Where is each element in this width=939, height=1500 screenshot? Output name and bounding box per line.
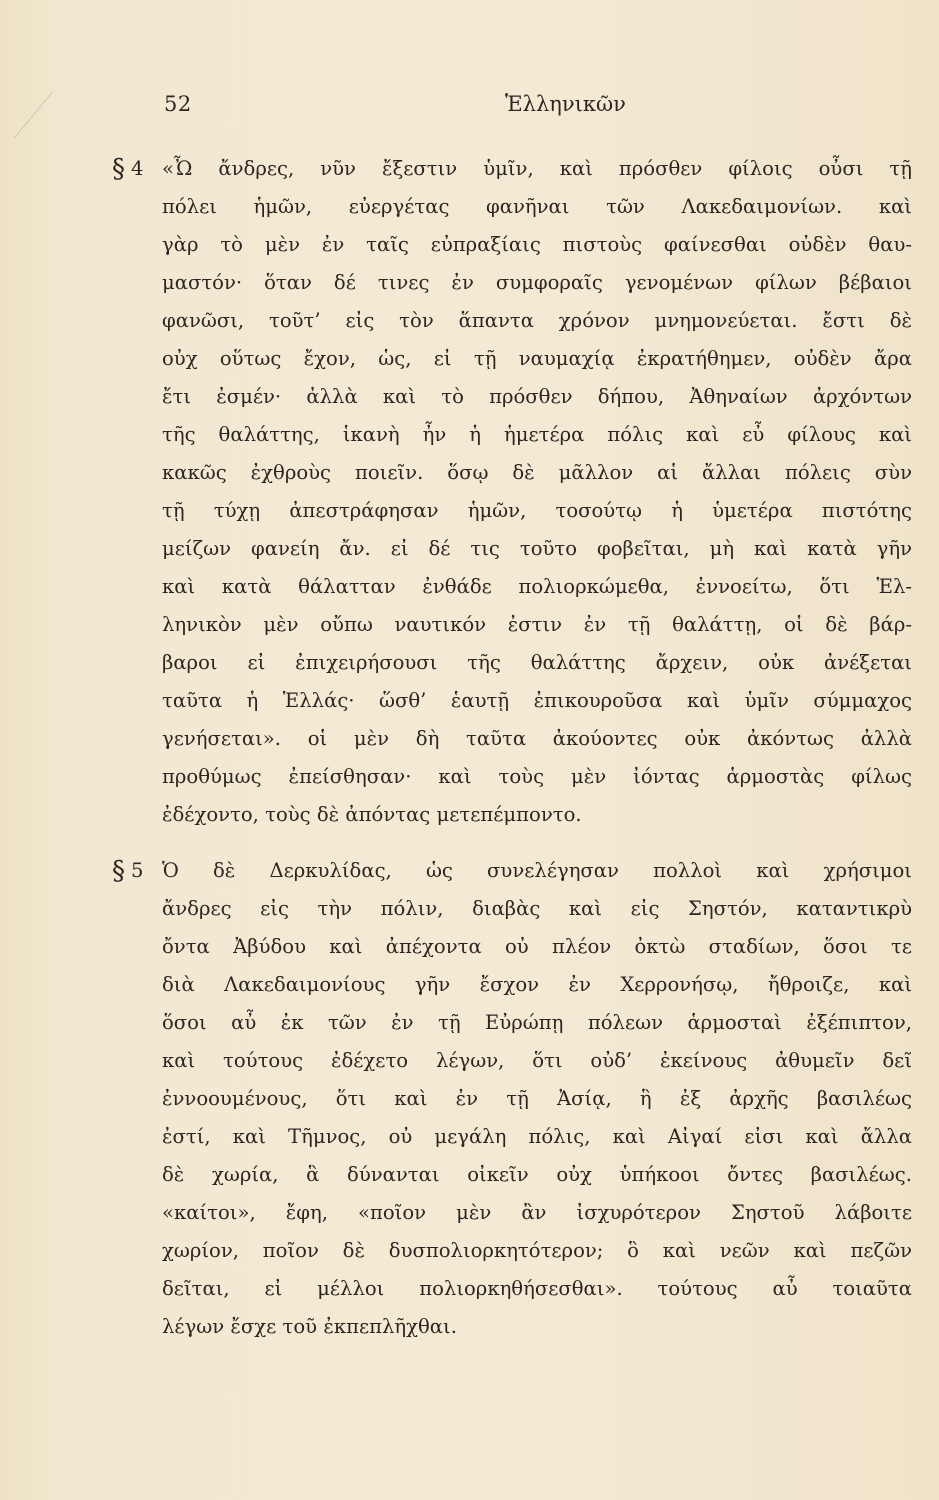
text-line: λέγων ἔσχε τοῦ ἐκπεπλῆχθαι. (162, 1315, 457, 1338)
section-number: 5 (131, 859, 144, 882)
text-line: δεῖται, εἰ μέλλοι πολιορκηθήσεσθαι». τούτους αὖ τοιαῦτα (162, 1277, 912, 1300)
text-line: γενήσεται». οἱ μὲν δὴ ταῦτα ἀκούοντες οὐκ ἀκόντως ἀλλὰ (162, 727, 912, 750)
text-line: καὶ τούτους ἐδέχετο λέγων, ὅτι οὐδ’ ἐκείνους ἀθυμεῖν δεῖ (162, 1049, 912, 1072)
text-line: καὶ κατὰ θάλατταν ἐνθάδε πολιορκώμεθα, ἐννοείτω, ὅτι Ἑλ- (162, 575, 912, 598)
text-line: φανῶσι, τοῦτ’ εἰς τὸν ἅπαντα χρόνον μνημονεύεται. ἔστι δὲ (162, 309, 912, 332)
page-number: 52 (164, 92, 192, 116)
section-5-marker (112, 852, 143, 890)
text-line: ὅσοι αὖ ἐκ τῶν ἐν τῇ Εὐρώπῃ πόλεων ἁρμοσταὶ ἐξέπιπτον, (162, 1011, 912, 1034)
running-title: Ἑλληνικῶν (505, 92, 626, 116)
section-4-paragraph (112, 150, 912, 834)
text-line: χωρίον, ποῖον δὲ δυσπολιορκητότερον; ὃ καὶ νεῶν καὶ πεζῶν (162, 1239, 912, 1262)
text-line: κακῶς ἐχθροὺς ποιεῖν. ὅσῳ δὲ μᾶλλον αἱ ἄλλαι πόλεις σὺν (162, 461, 912, 484)
text-line: «Ὦ ἄνδρες, νῦν ἔξεστιν ὑμῖν, καὶ πρόσθεν φίλοις οὖσι τῇ (162, 157, 912, 180)
text-line: ὄντα Ἀβύδου καὶ ἀπέχοντα οὐ πλέον ὀκτὼ σταδίων, ὅσοι τε (162, 935, 912, 958)
page-header (0, 92, 939, 122)
text-line: ἐστί, καὶ Τῆμνος, οὐ μεγάλη πόλις, καὶ Αἰγαί εἰσι καὶ ἄλλα (162, 1125, 912, 1148)
text-line: ἔτι ἐσμέν· ἀλλὰ καὶ τὸ πρόσθεν δήπου, Ἀθηναίων ἀρχόντων (162, 385, 912, 408)
text-line: γὰρ τὸ μὲν ἐν ταῖς εὐπραξίαις πιστοὺς φαίνεσθαι οὐδὲν θαυ- (162, 233, 912, 256)
text-line: ἄνδρες εἰς τὴν πόλιν, διαβὰς καὶ εἰς Σηστόν, καταντικρὺ (162, 897, 912, 920)
section-4-marker (112, 150, 143, 188)
text-line: ληνικὸν μὲν οὔπω ναυτικόν ἐστιν ἐν τῇ θαλάττῃ, οἱ δὲ βάρ- (162, 613, 912, 636)
text-line: «καίτοι», ἔφη, «ποῖον μὲν ἂν ἰσχυρότερον Σηστοῦ λάβοιτε (162, 1201, 912, 1224)
text-line: βαροι εἰ ἐπιχειρήσουσι τῆς θαλάττης ἄρχειν, οὐκ ἀνέξεται (162, 651, 912, 674)
text-line: δὲ χωρία, ἃ δύνανται οἰκεῖν οὐχ ὑπήκοοι ὄντες βασιλέως. (162, 1163, 912, 1186)
text-line: διὰ Λακεδαιμονίους γῆν ἔσχον ἐν Χερρονήσῳ, ἤθροιζε, καὶ (162, 973, 912, 996)
section-sign-icon: § (112, 154, 125, 184)
text-line: ἐδέχοντο, τοὺς δὲ ἀπόντας μετεπέμποντο. (162, 803, 582, 826)
text-line: ἐννοουμένους, ὅτι καὶ ἐν τῇ Ἀσίᾳ, ἣ ἐξ ἀρχῆς βασιλέως (162, 1087, 912, 1110)
text-line: προθύμως ἐπείσθησαν· καὶ τοὺς μὲν ἰόντας ἁρμοστὰς φίλως (162, 765, 912, 788)
text-line: πόλει ἡμῶν, εὐεργέτας φανῆναι τῶν Λακεδαιμονίων. καὶ (162, 195, 912, 218)
section-number: 4 (131, 157, 144, 180)
text-line: Ὁ δὲ Δερκυλίδας, ὡς συνελέγησαν πολλοὶ καὶ χρήσιμοι (162, 859, 912, 882)
text-line: οὐχ οὕτως ἔχον, ὡς, εἰ τῇ ναυμαχίᾳ ἐκρατήθημεν, οὐδὲν ἄρα (162, 347, 912, 370)
text-line: ταῦτα ἡ Ἑλλάς· ὥσθ’ ἑαυτῇ ἐπικουροῦσα καὶ ὑμῖν σύμμαχος (162, 689, 912, 712)
section-sign-icon: § (112, 856, 125, 886)
text-line: τῇ τύχῃ ἀπεστράφησαν ἡμῶν, τοσούτῳ ἡ ὑμετέρα πιστότης (162, 499, 912, 522)
text-line: τῆς θαλάττης, ἱκανὴ ἦν ἡ ἡμετέρα πόλις καὶ εὖ φίλους καὶ (162, 423, 912, 446)
section-5-paragraph (112, 852, 912, 1346)
text-line: μαστόν· ὅταν δέ τινες ἐν συμφοραῖς γενομένων φίλων βέβαιοι (162, 271, 912, 294)
text-line: μείζων φανείη ἄν. εἰ δέ τις τοῦτο φοβεῖται, μὴ καὶ κατὰ γῆν (162, 537, 912, 560)
